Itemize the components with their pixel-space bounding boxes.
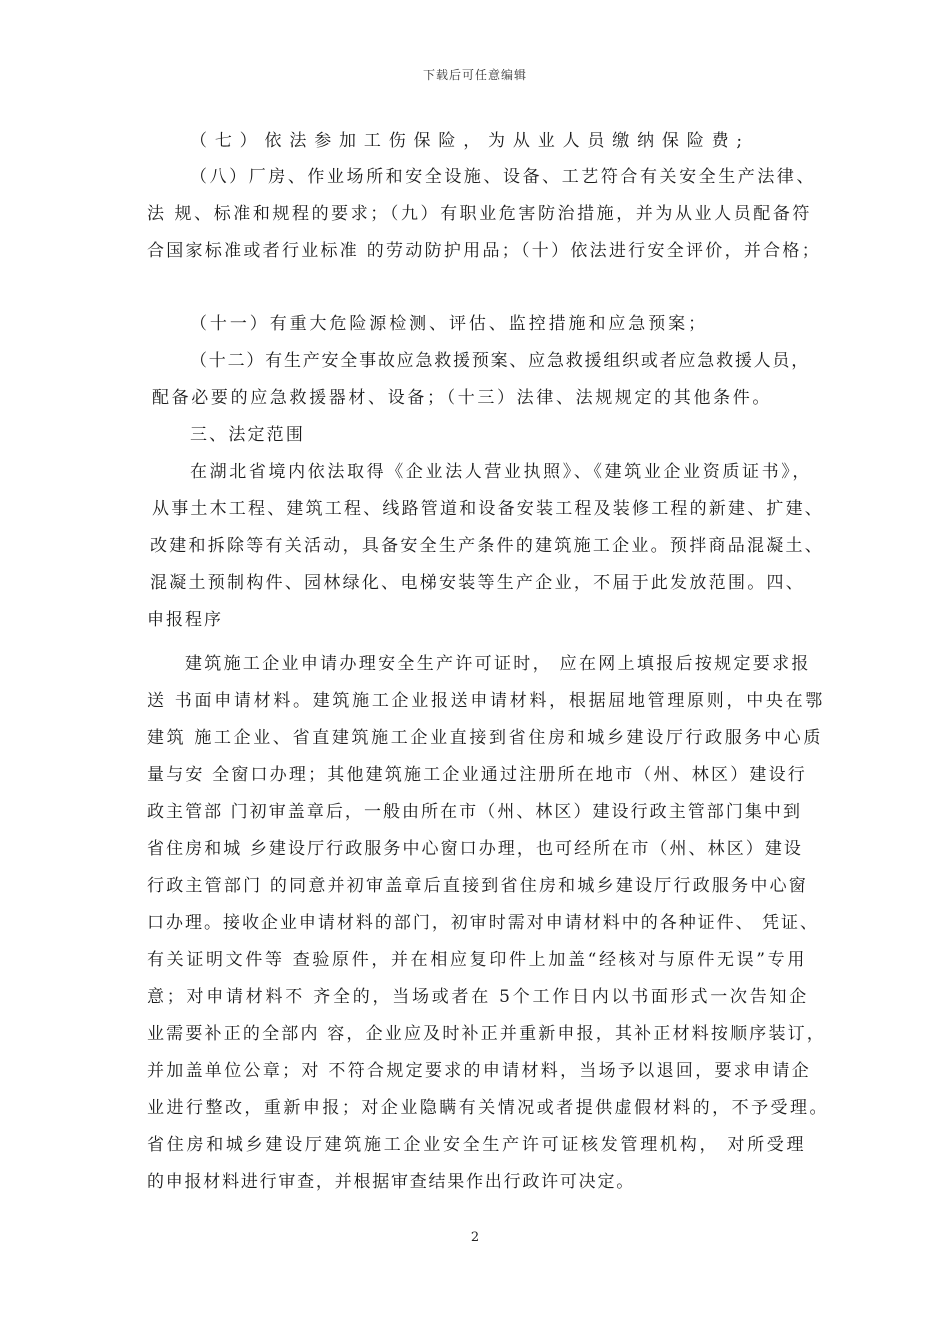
text-line: 混凝土预制构件、园林绿化、电梯安装等生产企业，不届于此发放范围。四、 [150, 573, 806, 593]
text-line: 并加盖单位公章；对 不符合规定要求的申请材料，当场予以退回，要求申请企 [147, 1061, 812, 1081]
text-line: 省住房和城 乡建设厅行政服务中心窗口办理，也可经所在市（州、林区）建设 [147, 839, 803, 859]
text-line: 建筑 施工企业、省直建筑施工企业直接到省住房和城乡建设厅行政服务中心质 [147, 728, 824, 748]
text-line: 政主管部 门初审盖章后，一般由所在市（州、林区）建设行政主管部门集中到 [147, 802, 803, 822]
text-line: 有关证明文件等 查验原件，并在相应复印件上加盖“经核对与原件无误”专用 [147, 950, 807, 970]
text-line: 行政主管部门 的同意并初审盖章后直接到省住房和城乡建设厅行政服务中心窗 [147, 876, 808, 896]
text-line: 从事土木工程、建筑工程、线路管道和设备安装工程及装修工程的新建、扩建、 [152, 499, 824, 519]
text-line: 口办理。接收企业申请材料的部门，初审时需对申请材料中的各种证件、 凭证、 [147, 913, 820, 933]
text-line: 业需要补正的全部内 容，企业应及时补正并重新申报，其补正材料按顺序装订， [147, 1024, 826, 1044]
page-number: 2 [470, 1230, 480, 1245]
text-line: 改建和拆除等有关活动，具备安全生产条件的建筑施工企业。预拌商品混凝土、 [150, 536, 824, 556]
text-line: 配备必要的应急救援器材、设备；（十三）法律、法规规定的其他条件。 [152, 388, 773, 408]
text-line: （七）依法参加工伤保险，为从业人员缴纳保险费; [190, 131, 751, 151]
text-line: 送 书面申请材料。建筑施工企业报送申请材料，根据屈地管理原则，中央在鄂 [147, 691, 826, 711]
text-line: （十二）有生产安全事故应急救援预案、应急救援组织或者应急救援人员， [190, 351, 811, 371]
text-line: 法 规、标准和规程的要求；（九）有职业危害防治措施，并为从业人员配备符 [147, 204, 812, 224]
text-line: 省住房和城乡建设厅建筑施工企业安全生产许可证核发管理机构， 对所受理 [147, 1135, 807, 1155]
text-line: （十一）有重大危险源检测、评估、监控措施和应急预案； [190, 314, 708, 334]
section-heading: 申报程序 [147, 610, 223, 630]
text-line: （八）厂房、作业场所和安全设施、设备、工艺符合有关安全生产法律、 [190, 167, 817, 187]
text-line: 在湖北省境内依法取得《企业法人营业执照》、《建筑业企业资质证书》， [190, 462, 812, 482]
text-line: 意；对申请材料不 齐全的，当场或者在 5个工作日内以书面形式一次告知企 [147, 987, 810, 1007]
text-line: 量与安 全窗口办理；其他建筑施工企业通过注册所在地市（州、林区）建设行 [147, 765, 807, 785]
page-header: 下载后可任意编辑 [422, 68, 527, 82]
text-line: 建筑施工企业申请办理安全生产许可证时， 应在网上填报后按规定要求报 [185, 654, 811, 674]
text-line: 合国家标准或者行业标准 的劳动防护用品；（十）依法进行安全评价，并合格； [147, 241, 821, 261]
text-line: 的申报材料进行审查，并根据审查结果作出行政许可决定。 [147, 1172, 635, 1192]
text-line: 业进行整改，重新申报；对企业隐瞒有关情况或者提供虚假材料的，不予受理。 [147, 1098, 830, 1118]
section-heading: 三、法定范围 [190, 425, 306, 445]
